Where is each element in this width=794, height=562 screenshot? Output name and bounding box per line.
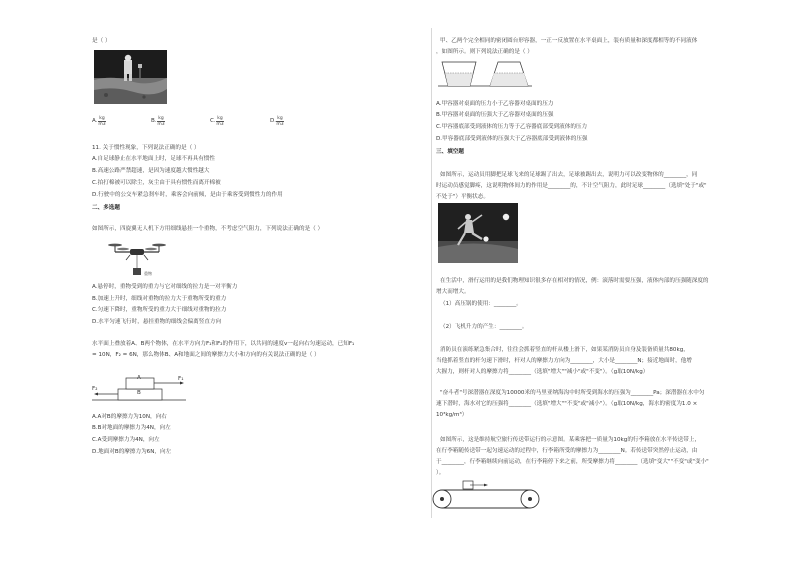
q10-option-d-denominator: m3: [276, 122, 284, 127]
q14-option-b: B.甲容器对桌面的压强大于乙容器对桌面的压强: [436, 112, 554, 118]
drone-weight-caption: 重物: [144, 271, 152, 276]
q16-item2: （2）飞机升力的产生：________。: [440, 324, 528, 330]
q16-line1: 在生活中，滑行运用的是我们物理知识很多存在相对的情况，例：滚落时需要压强，液体内部的压强随深度的: [440, 278, 709, 284]
moon-astronaut-photo: [94, 50, 167, 104]
q14-option-a: A.甲容器对桌面的压力小于乙容器对桌面的压力: [436, 101, 554, 107]
q16-item1: （1）高压锅的使用：________。: [440, 301, 522, 307]
q18-line1: "奋斗者"号深潜器在深度为10000米的马里亚纳海沟中时所受到海水的压强为________Pa；深潜器在水中匀: [440, 390, 705, 396]
q10-option-c-fraction: [216, 116, 224, 127]
q10-option-c-denominator: m3: [216, 122, 224, 127]
q17-line3: 大握力，则杆对人的摩擦力将________（选填"增大""减小"或"不变"）。（g取10N/kg）: [436, 369, 649, 375]
q10-option-b-denominator: m3: [157, 122, 165, 127]
q14-option-c: C.甲容器底部受到液体的压力等于乙容器底部受到液体的压力: [436, 124, 588, 130]
q17-line1: 消防员在演练紧急集合时，往往会抓着竖直的杆从楼上滑下，如果某消防员自身及装备质量共80kg，: [440, 347, 689, 353]
drone-figure: [108, 240, 166, 280]
q19-line3: 于________，行李箱继续向前运动，在行李箱停下来之前，所受摩擦力将________（选填"变大""不变"或"变小": [436, 459, 709, 465]
q10-option-a-denominator: m3: [98, 122, 106, 127]
q15-line1: 如图所示，运动员用脚把足球飞来的足球踢了出去，足球被踢出去，说明力可以改变物体的________，同: [440, 172, 698, 178]
q14-option-d: D.甲容器底部受到液体的压强大于乙容器底部受到液体的压强: [436, 136, 588, 142]
block-a-label: A: [137, 375, 141, 381]
q11-stem: 11. 关于惯性现象，下列说法正确的是（ ）: [92, 145, 200, 151]
q11-option-d: D.行驶中的公交车紧急刹车时，乘客会向前倾，是由于乘客受到惯性力的作用: [92, 192, 283, 198]
q12-option-b: B.加速上升时，细线对重物的拉力大于重物所受的重力: [92, 296, 227, 302]
q18-line3: 10³kg/m³）: [436, 412, 468, 418]
q12-option-c: C.匀速下降时，重物所受的重力大于细线对重物的拉力: [92, 307, 227, 313]
q12-stem: 如图所示，四旋翼无人机下方用细线悬挂一个重物，不考虑空气阻力，下列说法正确的是（ ）: [92, 226, 324, 232]
q10-option-d-fraction: [276, 116, 284, 127]
column-divider: [431, 28, 432, 518]
q15-line3: 不处于"）平衡状态。: [436, 194, 489, 200]
conveyor-belt-figure: [434, 481, 538, 511]
q10-option-d-letter: D.: [270, 118, 277, 124]
q13-option-d: D.地面对B的摩擦力为6N，向左: [92, 449, 172, 455]
q11-option-a: A.自足球静止在水平地面上时，足球不再具有惯性: [92, 156, 215, 162]
q13-option-a: A.A对B的摩擦力为10N，向右: [92, 414, 167, 420]
q17-line2: 当他抓着竖直的杆匀速下滑时，杆对人的摩擦力方向为________，大小是________N；接近地面时，他增: [436, 358, 692, 364]
force-f2-label: F₂: [92, 386, 98, 392]
q14-stem-line2: ，如图所示。则下列说法正确的是（ ）: [436, 49, 533, 55]
q19-line1: 如图所示，这是维持航空旅行传送带运行的示意图。某乘客把一质量为10kg的行李箱放在水平传送带上，: [440, 437, 701, 443]
q10-option-c-letter: C.: [210, 118, 216, 124]
q12-option-a: A.悬停时，重物受到的重力与它对细线的拉力是一对平衡力: [92, 284, 238, 290]
q18-line2: 速下潜时，海水对它的压强将________（选填"增大""不变"或"减小"）。（g取10N/kg，海水的密度为1.0 ×: [436, 401, 698, 407]
q16-line2: 增大而增大。: [436, 289, 470, 295]
force-f1-label: F₁: [178, 376, 184, 382]
q10-option-d-numerator: kg: [277, 116, 283, 121]
block-b-label: B: [137, 390, 141, 396]
section-multiple-choice: 二、多选题: [92, 205, 120, 211]
q10-tail: 是（ ）: [92, 38, 111, 44]
q10-option-b-letter: B.: [151, 118, 157, 124]
q10-option-b-fraction: [157, 116, 165, 127]
q10-option-a-fraction: [98, 116, 106, 127]
q11-option-c: C.拍打棉被可以除尘，灰尘由于具有惯性而离开棉被: [92, 180, 221, 186]
two-containers-figure: [438, 58, 534, 88]
q13-option-c: C.A受到摩擦力为4N，向左: [92, 437, 160, 443]
q12-option-d: D.水平匀速飞行时，悬挂重物的细线会偏离竖直方向: [92, 319, 222, 325]
q10-option-b-numerator: kg: [158, 116, 164, 121]
q13-stem-line2: = 10N，F₂ = 6N，那么物体B、A和地面之间的摩擦力大小和方向的有关说法正确的是（ ）: [92, 352, 320, 358]
q13-option-b: B.B对地面的摩擦力为4N，向左: [92, 425, 171, 431]
section-fill-in: 三、填空题: [436, 149, 464, 155]
q11-option-b: B.高速公路严禁超速，是因为速度越大惯性越大: [92, 168, 210, 174]
q13-stem-line1: 水平面上叠放着A、B两个物体，在水平方向力F₁和F₂的作用下，以共同的速度v一起向右匀速运动，已知F₁: [92, 341, 355, 347]
q14-stem-line1: 甲、乙两个完全相同的密闭圆台形容器，一正一反放置在水平桌面上，装有质量和深度都相等的不同液体: [440, 38, 698, 44]
q10-option-a-numerator: kg: [99, 116, 105, 121]
q19-line4: ）。: [436, 470, 445, 476]
q15-line2: 时运动员感觉脚疼，这说明物体间力的作用是________的，不计空气阻力，此时足球________（选填"处于"或": [436, 183, 707, 189]
q10-option-a-letter: A.: [92, 118, 98, 124]
soccer-player-photo: [438, 203, 518, 263]
q10-option-c-numerator: kg: [217, 116, 223, 121]
q19-line2: 在行李箱随传送带一起匀速运动的过程中，行李箱所受的摩擦力为________N。若传送带突然停止运动，由: [436, 448, 698, 454]
